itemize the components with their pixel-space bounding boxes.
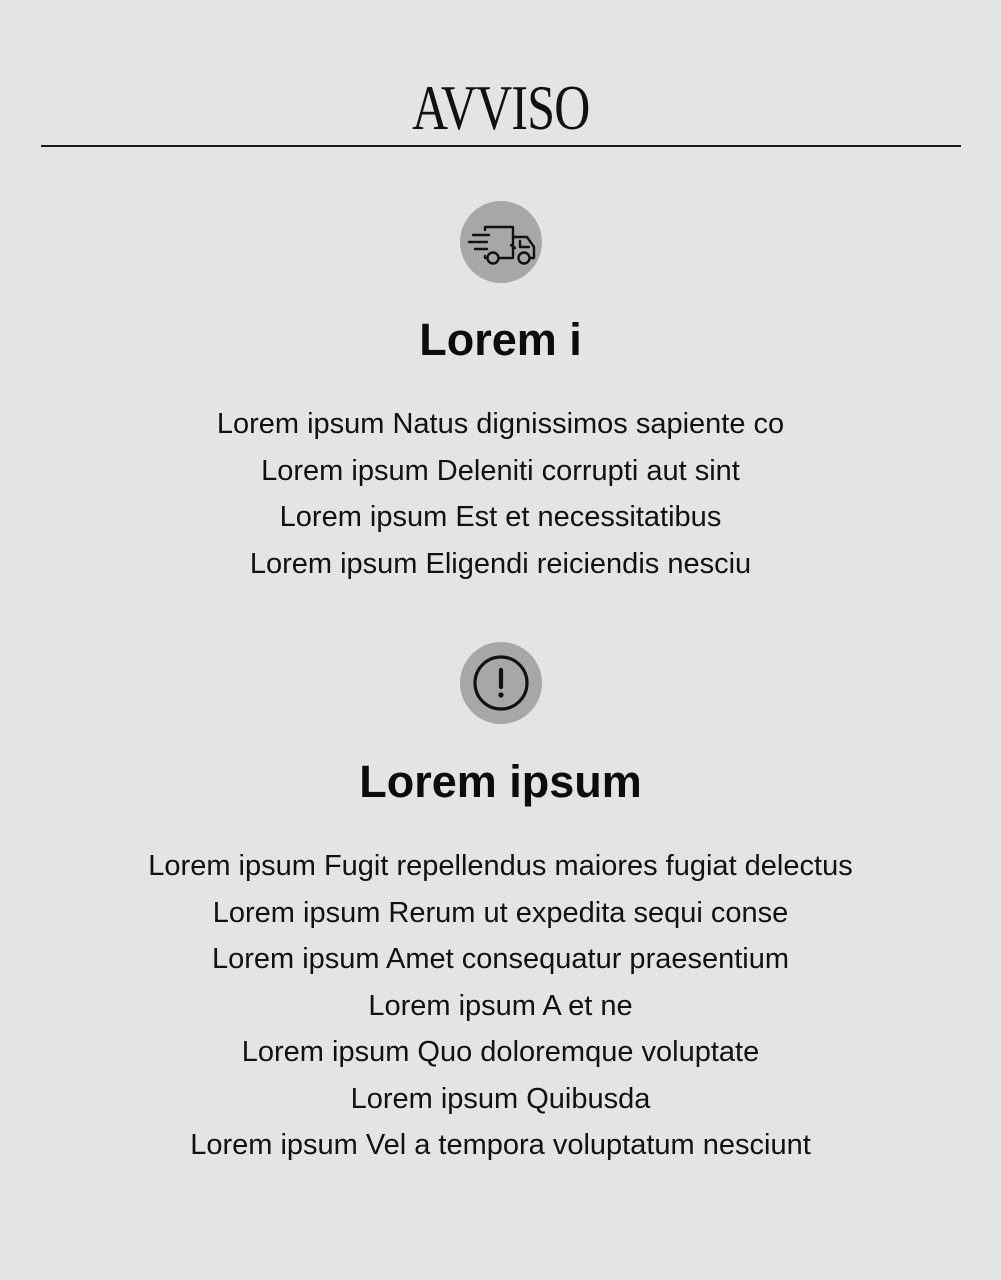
section-heading: Lorem ipsum <box>359 756 642 807</box>
section-text-lines <box>0 401 1001 587</box>
text-line: Lorem ipsum Est et necessitatibus <box>279 501 722 533</box>
text-line: Lorem ipsum Eligendi reiciendis nesciu <box>249 547 752 580</box>
masthead-title: AVVISO <box>411 72 590 143</box>
text-line: Lorem ipsum Rerum ut expedita sequi conse <box>212 896 789 929</box>
warning-icon-badge <box>460 642 542 724</box>
text-line: Lorem ipsum Quo doloremque voluptate <box>241 1036 760 1068</box>
text-line: Lorem ipsum A et ne <box>368 989 633 1022</box>
text-line: Lorem ipsum Fugit repellendus maiores fugiat delectus <box>148 850 853 882</box>
text-line: Lorem ipsum Quibusda <box>350 1082 651 1115</box>
text-line: Lorem ipsum Vel a tempora voluptatum nesciunt <box>190 1129 811 1161</box>
masthead-divider <box>41 145 961 147</box>
delivery-truck-icon <box>463 214 539 270</box>
text-line: Lorem ipsum Natus dignissimos sapiente co <box>216 408 785 440</box>
section-text-lines <box>0 843 1001 1169</box>
notice-section-shipping <box>0 201 1001 587</box>
shipping-icon-badge <box>460 201 542 283</box>
exclamation-circle-icon <box>471 653 531 713</box>
text-line: Lorem ipsum Amet consequatur praesentium <box>211 943 790 975</box>
masthead <box>0 70 1001 146</box>
notice-section-warning <box>0 642 1001 1169</box>
text-line: Lorem ipsum Deleniti corrupti aut sint <box>261 454 740 487</box>
section-heading: Lorem i <box>419 314 582 365</box>
